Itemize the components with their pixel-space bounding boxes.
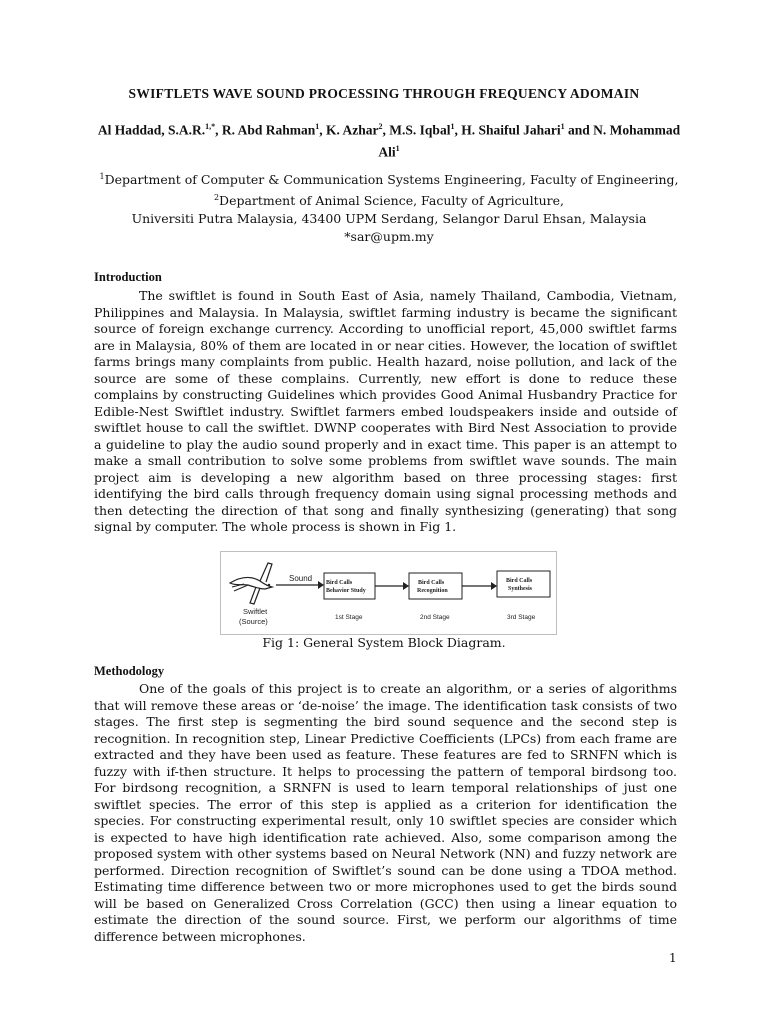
author-name: Al Haddad, S.A.R.: [97, 122, 206, 138]
affiliation-2: [94, 189, 684, 210]
author-name: K. Azhar: [326, 122, 379, 138]
methodology-paragraph: One of the goals of this project is to create an algorithm, or a series of algorithms that will remove these areas or ‘de-noise’ the image. The identification task consists of two stages. The first step is segmenting the bird sound sequence and the second step is recognition. In recognition step, Linear Predictive Coefficients (LPCs) from each frame are extracted and they have been used as feature. These features are fed to SRNFN which is fuzzy with if-then structure. It helps to processing the pattern of temporal birdsong too. For birdsong recognition, a SRNFN is used to learn temporal relationships of just one swiftlet species. The error of this step is applied as a criterion for identification the species. For constructing experimental result, only 10 swiftlet species are consider which is expected to have high identification rate achieved. Also, some comparison among the proposed system with other systems based on Neural Network (NN) and fuzzy network are performed. Direction recognition of Swiftlet’s sound can be done using a TDOA method. Estimating time difference between two or more microphones used to get the birds sound will be based on Generalized Cross Correlation (GCC) then using a linear equation to estimate the direction of the sound source. First, we perform our algorithms of time difference between microphones.: [94, 681, 677, 944]
block-3-line1: Bird Calls: [506, 578, 533, 584]
author-list: [94, 118, 684, 161]
author-affiliation-marker: 1: [315, 122, 320, 131]
block-1-line2: Behavior Study: [326, 588, 366, 594]
author-separator: and: [564, 122, 594, 138]
author-affiliation-marker: 1: [395, 143, 400, 153]
affiliations: [94, 168, 684, 246]
author-name: R. Abd Rahman: [221, 122, 316, 138]
block-2-line1: Bird Calls: [418, 580, 445, 586]
author-separator: ,: [454, 122, 462, 138]
system-block-diagram: [220, 551, 557, 635]
block-behavior-study: [324, 573, 375, 599]
affiliation-1-marker: 1: [99, 172, 105, 181]
author-affiliation-marker: 1: [450, 122, 455, 131]
author-name: M.S. Iqbal: [389, 122, 451, 138]
page-number: 1: [669, 951, 677, 965]
author-name: H. Shaiful Jahari: [461, 122, 561, 138]
block-2-line2: Recognition: [417, 588, 448, 594]
stage-2-label: 2nd Stage: [420, 614, 450, 621]
affiliation-2-marker: 2: [213, 193, 220, 203]
methodology-heading: Methodology: [94, 664, 165, 678]
sound-label: Sound: [289, 574, 313, 583]
block-3-line2: Synthesis: [508, 586, 533, 592]
author-separator: ,: [319, 122, 327, 138]
author-separator: ,: [382, 122, 390, 138]
block-recognition: [409, 573, 462, 599]
introduction-paragraph: The swiftlet is found in South East of Asia, namely Thailand, Cambodia, Vietnam, Philippines and Malaysia. In Malaysia, swiftlet farming industry is became the significant source of foreign exchange currency. According to unofficial report, 45,000 swiftlet farms are in Malaysia, 80% of them are located in or near cities. However, the location of swiftlet farms brings many complaints from public. Health hazard, noise pollution, and lack of the source are some of these complains. Currently, new effort is done to reduce these complains by constructing Guidelines which provides Good Animal Husbandry Practice for Edible-Nest Swiftlet industry. Swiftlet farmers embed loudspeakers inside and outside of swiftlet house to call the swiftlet. DWNP cooperates with Bird Nest Association to provide a guideline to play the audio sound properly and in exact time. This paper is an attempt to make a small contribution to solve some problems from swiftlet wave sounds. The main project aim is developing a new algorithm based on three processing stages: first identifying the bird calls through frequency domain using signal processing methods and then detecting the direction of that song and finally synthesizing (generating) that song signal by computer. The whole process is shown in Fig 1.: [94, 288, 677, 534]
source-label-1: Swiftlet: [243, 607, 268, 616]
figure-caption: Fig 1: General System Block Diagram.: [262, 635, 506, 650]
author-separator: ,: [215, 122, 222, 138]
author-affiliation-marker: 1: [560, 122, 565, 131]
author-name: N. Mohammad Ali: [378, 122, 681, 159]
block-synthesis: [497, 571, 550, 597]
affiliation-1: [94, 168, 684, 189]
affiliation-university: Universiti Putra Malaysia, 43400 UPM Serdang, Selangor Darul Ehsan, Malaysia: [131, 211, 647, 227]
stage-1-label: 1st Stage: [335, 614, 363, 621]
introduction-heading: Introduction: [94, 270, 162, 284]
stage-3-label: 3rd Stage: [507, 614, 536, 621]
paper-title: SWIFTLETS WAVE SOUND PROCESSING THROUGH FREQUENCY ADOMAIN: [128, 86, 640, 101]
block-1-line1: Bird Calls: [326, 580, 353, 586]
contact-email: *sar@upm.my: [344, 229, 434, 245]
affiliation-2-text: Department of Animal Science, Faculty of Agriculture,: [219, 193, 565, 209]
author-affiliation-marker: 1,*: [205, 122, 216, 131]
source-label-2: (Source): [239, 617, 268, 626]
affiliation-1-text: Department of Computer & Communication Systems Engineering, Faculty of Engineering,: [104, 172, 679, 188]
author-affiliation-marker: 2: [378, 122, 383, 131]
